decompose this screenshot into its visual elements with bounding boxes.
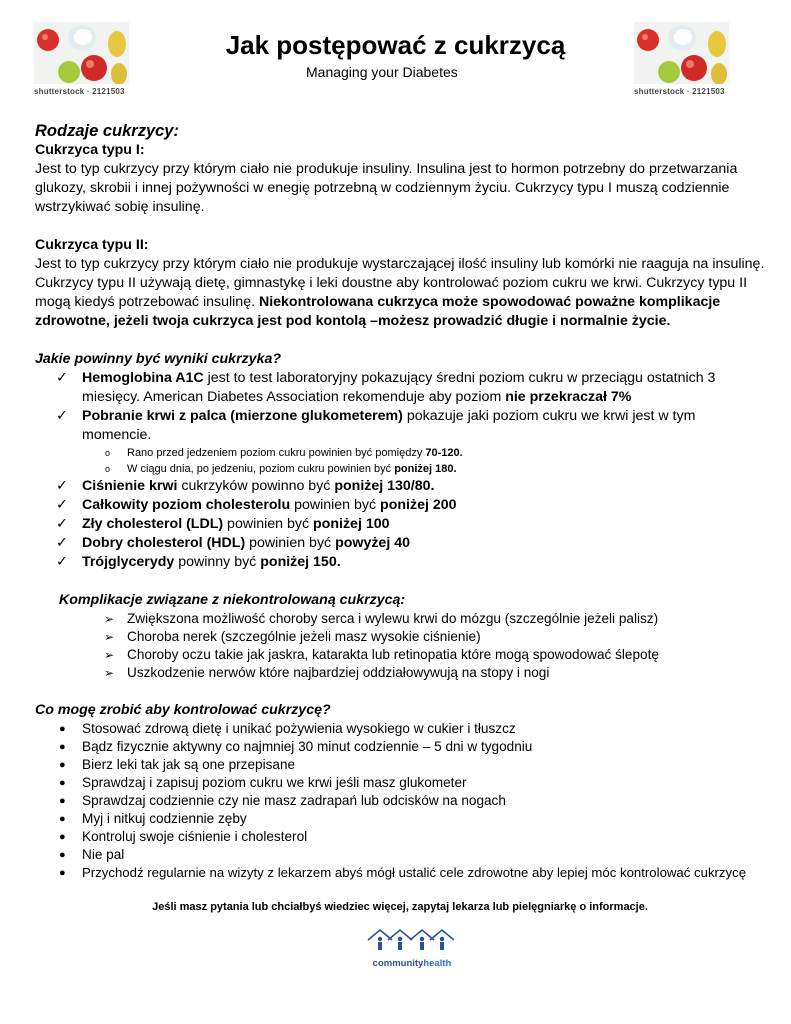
complication-text: Zwiększona możliwość choroby serca i wylewu krwi do mózgu (szczególnie jeżeli palisz) xyxy=(127,611,659,626)
list-item xyxy=(35,828,765,846)
checkmark-icon: ✓ xyxy=(56,497,68,513)
results-heading: Jakie powinny być wyniki cukrzyka? xyxy=(35,351,282,367)
list-item xyxy=(35,646,765,664)
results-list xyxy=(35,369,765,445)
list-item xyxy=(35,534,765,553)
circle-bullet-icon: o xyxy=(105,464,111,474)
control-list xyxy=(35,720,765,882)
image-caption: shutterstock · 2121503 xyxy=(634,87,725,96)
type2-paragraph xyxy=(35,255,765,331)
houses-icon xyxy=(366,926,458,952)
list-item xyxy=(35,477,765,496)
a1c-target: nie przekraczał 7% xyxy=(505,389,632,405)
list-item xyxy=(35,864,765,882)
bullet-icon: ● xyxy=(59,759,66,771)
footer-note: Jeśli masz pytania lub chciałbyś wiedziec więcej, zapytaj lekarza lub pielęgniarkę o informacje. xyxy=(152,901,648,913)
bullet-icon: ● xyxy=(59,723,66,735)
arrow-bullet-icon: ➢ xyxy=(104,630,115,644)
list-item xyxy=(35,720,765,738)
types-heading: Rodzaje cukrzycy: xyxy=(35,122,179,140)
chol-label: Całkowity poziom cholesterolu xyxy=(82,497,291,513)
chol-text: powinien być xyxy=(290,497,381,513)
complications-list xyxy=(35,610,765,682)
bullet-icon: ● xyxy=(59,813,66,825)
control-text: Sprawdzaj i zapisuj poziom cukru we krwi jeśli masz glukometer xyxy=(82,775,467,790)
control-text: Nie pal xyxy=(82,847,125,862)
bp-target: poniżej 130/80. xyxy=(334,478,435,494)
type1-text: Jest to typ cukrzycy przy którym ciało nie produkuje insuliny. Insulina jest to hormon potrzebny do przetwarzania glukozy, skrobii i innej pożywności w enegię potrzebną w codziennym życiu. Cukrzycy typu I muszą codziennie wstrzykiwać sobię insulinę. xyxy=(35,161,738,215)
list-item xyxy=(35,553,765,572)
tri-text: powinny być xyxy=(174,554,261,570)
control-text: Stosować zdrową dietę i unikać pożywienia wysokiego w cukier i tłuszcz xyxy=(82,721,516,736)
bullet-icon: ● xyxy=(59,849,66,861)
checkmark-icon: ✓ xyxy=(56,554,68,570)
checkmark-icon: ✓ xyxy=(56,516,68,532)
bullet-icon: ● xyxy=(59,795,66,807)
sub1-value: 70-120. xyxy=(425,447,463,459)
arrow-bullet-icon: ➢ xyxy=(104,666,115,680)
type2-text: Jest to typ cukrzycy przy którym ciało nie produkuje wystarczającej ilość insuliny lub komórki nie raaguja na insulinę. Cukrzycy typu II używają dietę, gimnastykę i leki doustne aby kontrolować poziom cukru we krwi. Cukrzycy typu II mogą kiedyś potrzebować insulinę. xyxy=(35,256,765,310)
list-item xyxy=(35,496,765,515)
ldl-label: Zły cholesterol (LDL) xyxy=(82,516,224,532)
list-item xyxy=(35,369,765,407)
document-body xyxy=(35,121,765,917)
checkmark-icon: ✓ xyxy=(56,535,68,551)
logo-word-health: health xyxy=(423,958,452,969)
control-text: Sprawdzaj codziennie czy nie masz zadrapań lub odcisków na nogach xyxy=(82,793,506,808)
control-text: Bądz fizycznie aktywny co najmniej 30 minut codziennie – 5 dni w tygodniu xyxy=(82,739,533,754)
list-item xyxy=(35,610,765,628)
list-item xyxy=(35,628,765,646)
circle-bullet-icon: o xyxy=(105,448,111,458)
a1c-label: Hemoglobina A1C xyxy=(82,370,204,386)
control-text: Przychodź regularnie na wizyty z lekarzem abyś mógł ustalić cele zdrowotne aby lepiej móc kontrolować cukrzycę xyxy=(82,865,747,880)
community-health-logo xyxy=(362,926,462,969)
type2-heading: Cukrzyca typu II: xyxy=(35,237,149,253)
logo-word-community: community xyxy=(372,958,424,969)
list-item xyxy=(35,461,765,477)
list-item xyxy=(35,515,765,534)
control-heading: Co mogę zrobić aby kontrolować cukrzycę? xyxy=(35,702,331,718)
type1-heading: Cukrzyca typu I: xyxy=(35,142,145,158)
list-item xyxy=(35,756,765,774)
control-text: Bierz leki tak jak są one przepisane xyxy=(82,757,296,772)
list-item xyxy=(35,846,765,864)
bp-text: cukrzyków powinno być xyxy=(177,478,335,494)
bullet-icon: ● xyxy=(59,777,66,789)
hdl-target: powyżej 40 xyxy=(335,535,410,551)
list-item xyxy=(35,774,765,792)
list-item xyxy=(35,445,765,461)
sub2-text: W ciągu dnia, po jedzeniu, poziom cukru powinien być xyxy=(127,463,395,475)
finger-text: pokazuje jaki poziom cukru we krwi jest w tym momencie. xyxy=(82,408,696,443)
bullet-icon: ● xyxy=(59,831,66,843)
complication-text: Choroba nerek (szczególnie jeżeli masz wysokie ciśnienie) xyxy=(127,629,481,644)
page-subtitle: Managing your Diabetes xyxy=(306,64,458,80)
logo-wordmark xyxy=(362,958,462,969)
bp-label: Ciśnienie krwi xyxy=(82,478,178,494)
ldl-text: powinien być xyxy=(223,516,314,532)
checkmark-icon: ✓ xyxy=(56,370,68,386)
image-caption: shutterstock · 2121503 xyxy=(34,87,125,96)
checkmark-icon: ✓ xyxy=(56,478,68,494)
arrow-bullet-icon: ➢ xyxy=(104,648,115,662)
chol-target: poniżej 200 xyxy=(380,497,457,513)
sub2-value: poniżej 180. xyxy=(394,463,457,475)
bullet-icon: ● xyxy=(59,867,66,879)
list-item xyxy=(35,664,765,682)
complication-text: Choroby oczu takie jak jaskra, katarakta lub retinopatia które mogą spowodować ślepotę xyxy=(127,647,659,662)
tri-target: poniżej 150. xyxy=(260,554,341,570)
list-item xyxy=(35,407,765,445)
page-title: Jak postępować z cukrzycą xyxy=(225,30,566,60)
list-item xyxy=(35,810,765,828)
results-list-2 xyxy=(35,477,765,572)
checkmark-icon: ✓ xyxy=(56,408,68,424)
glucose-sublist xyxy=(35,445,765,477)
complications-heading: Komplikacje związane z niekontrolowaną cukrzycą: xyxy=(59,592,406,608)
list-item xyxy=(35,792,765,810)
type2-bold-text: Niekontrolowana cukrzyca może spowodować poważne komplikacje zdrowotne, jeżeli twoja cukrzyca jest pod kontolą –możesz prowadzić długie i normalnie życie. xyxy=(35,294,721,329)
complication-text: Uszkodzenie nerwów które najbardziej oddziałowywują na stopy i nogi xyxy=(127,665,550,680)
tri-label: Trójglycerydy xyxy=(82,554,175,570)
list-item xyxy=(35,738,765,756)
arrow-bullet-icon: ➢ xyxy=(104,612,115,626)
hdl-text: powinien być xyxy=(245,535,336,551)
control-text: Kontroluj swoje ciśnienie i cholesterol xyxy=(82,829,308,844)
control-text: Myj i nitkuj codziennie zęby xyxy=(82,811,247,826)
sub1-text: Rano przed jedzeniem poziom cukru powinien być pomiędzy xyxy=(127,447,426,459)
bullet-icon: ● xyxy=(59,741,66,753)
finger-label: Pobranie krwi z palca (mierzone glukometerem) xyxy=(82,408,403,424)
a1c-text: jest to test laboratoryjny pokazujący średni poziom cukru w przeciągu ostatnich 3 miesięcy. American Diabetes Association rekomenduje aby poziom xyxy=(82,370,716,405)
hdl-label: Dobry cholesterol (HDL) xyxy=(82,535,246,551)
ldl-target: poniżej 100 xyxy=(313,516,390,532)
